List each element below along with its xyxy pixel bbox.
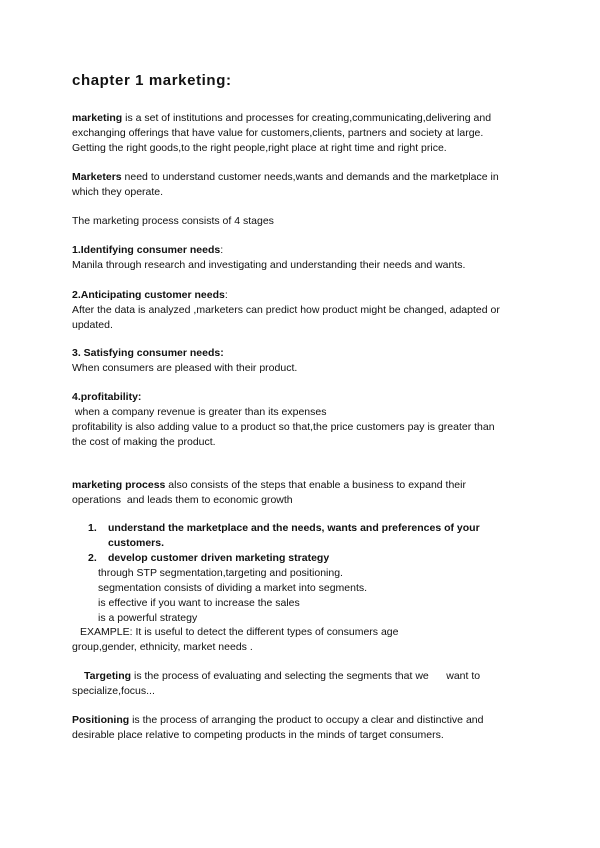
page-title: chapter 1 marketing: (72, 72, 232, 89)
strategy-note: through STP segmentation,targeting and positioning. (98, 567, 343, 579)
stage-4: 4.profitability: when a company revenue is greater than its expenses profitability is also adding value to a product so that,the price customers pay is greater than the cost of making the product. (72, 391, 495, 448)
marketers-paragraph: Marketers need to understand customer needs,wants and demands and the marketplace in which they operate. (72, 171, 499, 198)
stage-1: 1.Identifying consumer needs: Manila through research and investigating and understanding their needs and wants. (72, 244, 466, 271)
steps-list (88, 521, 528, 566)
process-intro: The marketing process consists of 4 stages (72, 215, 274, 227)
term-marketing-process: marketing process (72, 479, 166, 491)
stage-3: 3. Satisfying consumer needs: When consumers are pleased with their product. (72, 347, 298, 374)
stage-heading: 3. Satisfying consumer needs: (72, 347, 224, 359)
stage-heading: 2.Anticipating customer needs (72, 289, 225, 301)
process-steps-paragraph: marketing process also consists of the steps that enable a business to expand their operations and leads them to economic growth (72, 479, 466, 506)
positioning-paragraph: Positioning is the process of arranging the product to occupy a clear and distinctive and desirable place relative to competing products in the minds of target consumers. (72, 714, 484, 741)
strategy-note: is effective if you want to increase the sales (98, 597, 300, 609)
list-item: 2. develop customer driven marketing strategy (88, 552, 330, 564)
term-marketers: Marketers (72, 171, 122, 183)
term-marketing: marketing (72, 112, 123, 124)
stage-heading: 4.profitability: (72, 391, 142, 403)
term-targeting: Targeting (84, 670, 132, 682)
term-positioning: Positioning (72, 714, 130, 726)
list-item: 1. understand the marketplace and the needs, wants and preferences of your customers. (88, 522, 480, 549)
example-line: group,gender, ethnicity, market needs . (72, 641, 253, 653)
stage-2: 2.Anticipating customer needs: After the data is analyzed ,marketers can predict how product might be changed, adapted or updated. (72, 289, 500, 331)
example-line: EXAMPLE: It is useful to detect the different types of consumers age (80, 626, 399, 638)
targeting-line2: specialize,focus... (72, 685, 155, 697)
marketing-definition: marketing is a set of institutions and processes for creating,communicating,delivering and exchanging offerings that have value for customers,clients, partners and society at large. Getting the right goods,to the right people,right place at right time and right price. (72, 112, 492, 154)
strategy-note: segmentation consists of dividing a market into segments. (98, 582, 368, 594)
targeting-paragraph: Targeting is the process of evaluating and selecting the segments that we want to (84, 670, 481, 682)
stage-heading: 1.Identifying consumer needs (72, 244, 221, 256)
strategy-note: is a powerful strategy (98, 612, 198, 624)
